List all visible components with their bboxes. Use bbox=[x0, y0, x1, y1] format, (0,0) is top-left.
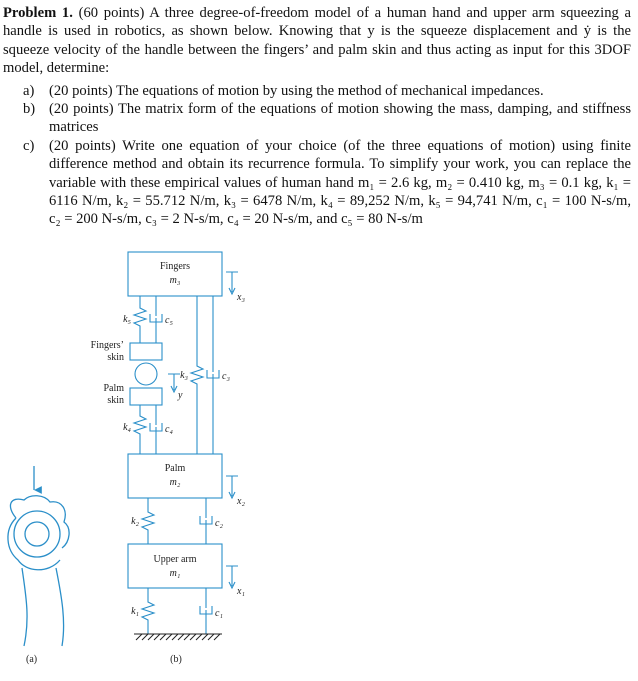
k3-label: k₃ bbox=[180, 370, 188, 381]
part-b-text: (20 points) The matrix form of the equations of motion showing the mass, damping, and stiffness matrices bbox=[49, 101, 631, 136]
palm-skin-label-1: Palm bbox=[103, 383, 124, 394]
hand-sketch bbox=[8, 466, 69, 646]
spring-k1-icon bbox=[142, 588, 154, 634]
upper-arm-mass-symbol: m₁ bbox=[169, 568, 181, 579]
problem-statement bbox=[3, 4, 631, 229]
c4-label: c₄ bbox=[165, 424, 173, 435]
caption-a: (a) bbox=[26, 654, 38, 665]
upper-arm-mass-name: Upper arm bbox=[153, 554, 197, 565]
palm-mass-name: Palm bbox=[164, 463, 186, 474]
c5-label: c₅ bbox=[165, 315, 173, 326]
forearm-outline bbox=[22, 568, 64, 646]
palm-skin-label-2: skin bbox=[107, 395, 124, 406]
handle-outer-ring bbox=[14, 511, 60, 557]
part-a-text: (20 points) The equations of motion by using the method of mechanical impedances. bbox=[49, 82, 544, 99]
k5-label: k₅ bbox=[123, 314, 131, 325]
spring-k4-icon bbox=[134, 405, 146, 454]
c3-label: c₃ bbox=[222, 371, 230, 382]
problem-intro-text: (60 points) A three degree-of-freedom model of a human hand and upper arm squeezing a handle is used in robotics, as shown below. Knowing that y is the squeeze displacement and ẏ is the squeeze velocity of the handle between the fingers’ and palm skin and thus acting as input for this 3DOF model, determine: bbox=[3, 5, 631, 77]
damper-c5-icon bbox=[150, 296, 162, 343]
part-a-label: a) bbox=[23, 82, 35, 99]
handle-inner-ring bbox=[25, 522, 49, 546]
k2-label: k₂ bbox=[131, 516, 139, 527]
fingers-skin-label-2: skin bbox=[107, 352, 124, 363]
palm-mass-symbol: m₂ bbox=[169, 477, 181, 488]
damper-c1-icon bbox=[200, 588, 212, 634]
caption-b: (b) bbox=[170, 654, 182, 665]
part-b bbox=[3, 100, 631, 137]
spring-k2-icon bbox=[142, 498, 154, 544]
handle-circle-icon bbox=[135, 363, 157, 385]
x2-label: x₂ bbox=[237, 496, 245, 507]
k1-label: k₁ bbox=[131, 606, 139, 617]
x1-arrow-icon bbox=[226, 566, 238, 588]
parts-list bbox=[3, 82, 631, 229]
model-figure bbox=[0, 238, 638, 681]
part-a bbox=[3, 82, 631, 100]
spring-k5-icon bbox=[134, 296, 146, 343]
x2-arrow-icon bbox=[226, 476, 238, 498]
fingers-skin-box bbox=[130, 343, 162, 360]
fingers-mass-name: Fingers bbox=[160, 261, 190, 272]
fingers-mass-box bbox=[128, 252, 222, 296]
spring-k3-icon bbox=[191, 296, 203, 454]
damper-c4-icon bbox=[150, 405, 162, 454]
problem-heading: Problem 1. bbox=[3, 5, 73, 21]
y-label: y bbox=[178, 390, 183, 401]
fingers-skin-label-1: Fingers’ bbox=[90, 340, 124, 351]
lumped-model bbox=[128, 252, 238, 634]
x1-label: x₁ bbox=[237, 586, 245, 597]
ground bbox=[134, 634, 222, 640]
part-b-label: b) bbox=[23, 101, 36, 118]
part-c bbox=[3, 137, 631, 229]
ground-hatch-icon bbox=[136, 634, 220, 640]
palm-skin-box bbox=[130, 388, 162, 405]
k4-label: k₄ bbox=[123, 422, 131, 433]
part-c-label: c) bbox=[23, 137, 35, 154]
c2-label: c₂ bbox=[215, 518, 223, 529]
x3-label: x₃ bbox=[237, 292, 245, 303]
damper-c2-icon bbox=[200, 498, 212, 544]
problem-intro bbox=[3, 4, 631, 78]
damper-c3-icon bbox=[207, 296, 219, 454]
palm-mass-box bbox=[128, 454, 222, 498]
fingers-mass-symbol: m₃ bbox=[169, 275, 181, 286]
upper-arm-mass-box bbox=[128, 544, 222, 588]
x3-arrow-icon bbox=[226, 272, 238, 294]
c1-label: c₁ bbox=[215, 608, 223, 619]
part-c-text: (20 points) Write one equation of your choice (of the three equations of motion) using finite difference method and obtain its recurrence formula. To simplify your work, you can replace the variable with these empirical values of human hand m₁ = 2.6 kg, m₂ = 0.410 kg, m₃ = 0.1 kg, k₁ = 6116 N/m, k₂ = 55.712 N/m, k₃ = 6478 N/m, k₄ = 89,252 N/m, k₅ = 94,741 N/m, c₁ = 100 N-s/m, c₂ = 200 N-s/m, c₃ = 2 N-s/m, c₄ = 20 N-s/m, and c₅ = 80 N-s/m bbox=[49, 137, 631, 228]
